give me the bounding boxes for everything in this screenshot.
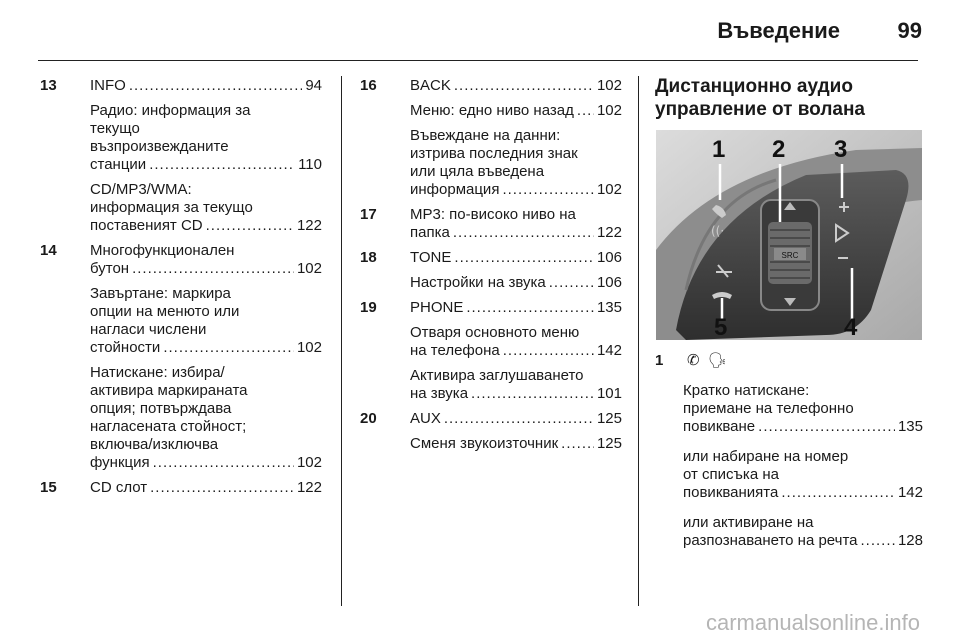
page-reference: 110 <box>298 156 322 173</box>
callout-5: 5 <box>714 314 728 341</box>
leader-line <box>90 339 322 357</box>
index-entry <box>40 479 322 497</box>
entry-number: 14 <box>40 242 57 259</box>
subentry-text: папка <box>410 224 450 241</box>
index-subentry <box>90 77 322 95</box>
page-reference: 142 <box>596 342 622 359</box>
callout-4: 4 <box>844 314 858 341</box>
subentry-text: TONE <box>410 249 452 266</box>
subentry-line: Многофункционален <box>90 242 235 259</box>
subentry-line: Завъртане: маркира <box>90 285 231 302</box>
index-entry <box>360 410 622 453</box>
leader-dots <box>503 342 594 360</box>
page-reference: 101 <box>596 385 622 402</box>
leader-line <box>410 435 622 453</box>
subentry-line: Отваря основното меню <box>410 324 580 341</box>
index-subentry <box>410 206 622 242</box>
leader-dots <box>577 102 594 120</box>
page-reference: 106 <box>596 274 622 291</box>
steering-controls-illustration <box>656 130 922 340</box>
subentry-line: нагласи числени <box>90 321 207 338</box>
subentry-text: разпознаването на речта <box>683 532 858 549</box>
middle-column <box>360 77 622 460</box>
leader-line <box>410 181 622 199</box>
page-reference: 125 <box>596 410 622 427</box>
leader-dots <box>129 77 302 95</box>
subentry-text: поставеният CD <box>90 217 203 234</box>
subentry-line: опция; потвърждава <box>90 400 232 417</box>
entry-number: 15 <box>40 479 57 496</box>
callout-1: 1 <box>712 136 726 163</box>
page-reference: 128 <box>897 532 923 549</box>
subentry-line: Натискане: избира/ <box>90 364 225 381</box>
leader-dots <box>206 217 294 235</box>
leader-line <box>410 224 622 242</box>
leader-dots <box>466 299 594 317</box>
section-title-line: Дистанционно аудио <box>655 76 853 97</box>
index-subentry <box>410 127 622 199</box>
leader-dots <box>444 410 594 428</box>
subentry-line: възпроизвежданите <box>90 138 229 155</box>
subentry-text: BACK <box>410 77 451 94</box>
subentry-line: Въвеждане на данни: <box>410 127 561 144</box>
leader-line <box>410 102 622 120</box>
entry-number: 18 <box>360 249 377 266</box>
subentry-text: информация <box>410 181 500 198</box>
leader-dots <box>149 156 295 174</box>
index-subentry <box>410 102 622 120</box>
page-reference: 102 <box>596 181 622 198</box>
section-title <box>655 75 925 121</box>
leader-dots <box>549 274 594 292</box>
leader-dots <box>150 479 294 497</box>
page-reference: 122 <box>596 224 622 241</box>
subentry-line: CD/MP3/WMA: <box>90 181 192 198</box>
src-button-label: SRC <box>781 251 799 260</box>
page-reference: 102 <box>296 454 322 471</box>
leader-dots <box>153 454 294 472</box>
entry-number: 20 <box>360 410 377 427</box>
subentry-text: стойности <box>90 339 161 356</box>
index-entry <box>40 242 322 472</box>
subentry-line: или набиране на номер <box>683 448 849 465</box>
leader-dots <box>781 484 895 502</box>
subentry-line: опции на менюто или <box>90 303 240 320</box>
index-entry <box>360 249 622 292</box>
leader-line <box>410 342 622 360</box>
index-subentry <box>410 299 622 317</box>
leader-line <box>410 274 622 292</box>
subentry-text: Настройки на звука <box>410 274 546 291</box>
left-column <box>40 77 322 504</box>
subentry-line: активира маркираната <box>90 382 248 399</box>
subentry-line: или активиране на <box>683 514 814 531</box>
leader-line <box>90 77 322 95</box>
subentry-text: INFO <box>90 77 126 94</box>
leader-dots <box>454 249 594 267</box>
subentry-text: повикване <box>683 418 756 435</box>
subentry-text: AUX <box>410 410 441 427</box>
subentry-text: на звука <box>410 385 469 402</box>
subentry-line: от списъка на <box>683 466 779 483</box>
subentry-text: Сменя звукоизточник <box>410 435 559 452</box>
leader-dots <box>453 224 594 242</box>
page-reference: 102 <box>296 339 322 356</box>
subentry-line: Радио: информация за <box>90 102 251 119</box>
leader-dots <box>561 435 594 453</box>
subentry-line: информация за текущо <box>90 199 253 216</box>
page-reference: 102 <box>596 102 622 119</box>
page-reference: 102 <box>596 77 622 94</box>
leader-line <box>410 410 622 428</box>
steering-controls-photo <box>656 130 922 340</box>
subentry-text: станции <box>90 156 147 173</box>
leader-line <box>683 484 923 502</box>
index-subentry <box>683 382 923 436</box>
subentry-text: PHONE <box>410 299 464 316</box>
index-subentry <box>410 249 622 267</box>
leader-dots <box>861 532 895 550</box>
leader-line <box>90 217 322 235</box>
page-number: 99 <box>897 18 922 43</box>
voice-icon: 🗣 <box>707 352 727 369</box>
entry-number: 13 <box>40 77 57 94</box>
page-reference: 122 <box>296 479 322 496</box>
index-subentry <box>90 364 322 472</box>
index-subentry <box>683 514 923 550</box>
page-reference: 142 <box>897 484 923 501</box>
column-divider-2 <box>638 76 639 606</box>
callout-3: 3 <box>834 136 848 163</box>
column-divider-1 <box>341 76 342 606</box>
page-reference: 122 <box>296 217 322 234</box>
leader-dots <box>471 385 594 403</box>
leader-dots <box>163 339 294 357</box>
subentry-line: нагласената стойност; <box>90 418 247 435</box>
index-entry <box>40 77 322 235</box>
page-reference: 135 <box>596 299 622 316</box>
subentry-line: текущо <box>90 120 140 137</box>
page-reference: 106 <box>596 249 622 266</box>
subentry-line: изтрива последния знак <box>410 145 578 162</box>
leader-line <box>410 385 622 403</box>
subentry-text: Меню: едно ниво назад <box>410 102 574 119</box>
leader-line <box>410 299 622 317</box>
index-subentry <box>90 181 322 235</box>
leader-dots <box>502 181 594 199</box>
phone-icon: ✆ <box>687 352 700 369</box>
header-rule <box>38 60 918 61</box>
subentry-line: или цяла въведена <box>410 163 545 180</box>
header-title: Въведение <box>717 18 840 43</box>
right-column <box>655 352 923 562</box>
leader-line <box>90 260 322 278</box>
index-subentry <box>90 285 322 357</box>
leader-line <box>410 77 622 95</box>
index-subentry <box>90 479 322 497</box>
leader-dots <box>132 260 294 278</box>
index-subentry <box>683 448 923 502</box>
index-subentry <box>410 367 622 403</box>
leader-line <box>683 532 923 550</box>
subentry-line: включва/изключва <box>90 436 219 453</box>
subentry-line: MP3: по-високо ниво на <box>410 206 576 223</box>
subentry-text: бутон <box>90 260 130 277</box>
leader-line <box>90 156 322 174</box>
subentry-text: функция <box>90 454 150 471</box>
leader-line <box>90 479 322 497</box>
page-reference: 94 <box>305 77 322 94</box>
subentry-text: на телефона <box>410 342 500 359</box>
leader-line <box>90 454 322 472</box>
watermark: carmanualsonline.info <box>705 610 920 635</box>
subentry-text: CD слот <box>90 479 148 496</box>
subentry-line: Активира заглушаването <box>410 367 584 384</box>
page-reference: 102 <box>296 260 322 277</box>
index-entry <box>360 206 622 242</box>
index-subentry <box>90 242 322 278</box>
svg-text:((·: ((· <box>711 224 725 238</box>
index-subentry <box>90 102 322 174</box>
section-title-line: управление от волана <box>655 99 865 120</box>
leader-line <box>683 418 923 436</box>
subentry-line: Кратко натискане: <box>683 382 810 399</box>
index-subentry <box>410 410 622 428</box>
callout-2: 2 <box>772 136 786 163</box>
subentry-text: повикванията <box>683 484 779 501</box>
subentry-line: приемане на телефонно <box>683 400 854 417</box>
entry-number: 1 <box>655 352 664 369</box>
index-subentry <box>410 324 622 360</box>
index-subentry <box>410 274 622 292</box>
index-entry <box>360 77 622 199</box>
index-subentry <box>410 435 622 453</box>
entry-number: 19 <box>360 299 377 316</box>
page-reference: 135 <box>897 418 923 435</box>
index-subentry <box>410 77 622 95</box>
leader-dots <box>758 418 895 436</box>
page-reference: 125 <box>596 435 622 452</box>
entry-number: 16 <box>360 77 377 94</box>
entry-number: 17 <box>360 206 377 223</box>
leader-dots <box>454 77 594 95</box>
leader-line <box>410 249 622 267</box>
index-entry <box>360 299 622 403</box>
